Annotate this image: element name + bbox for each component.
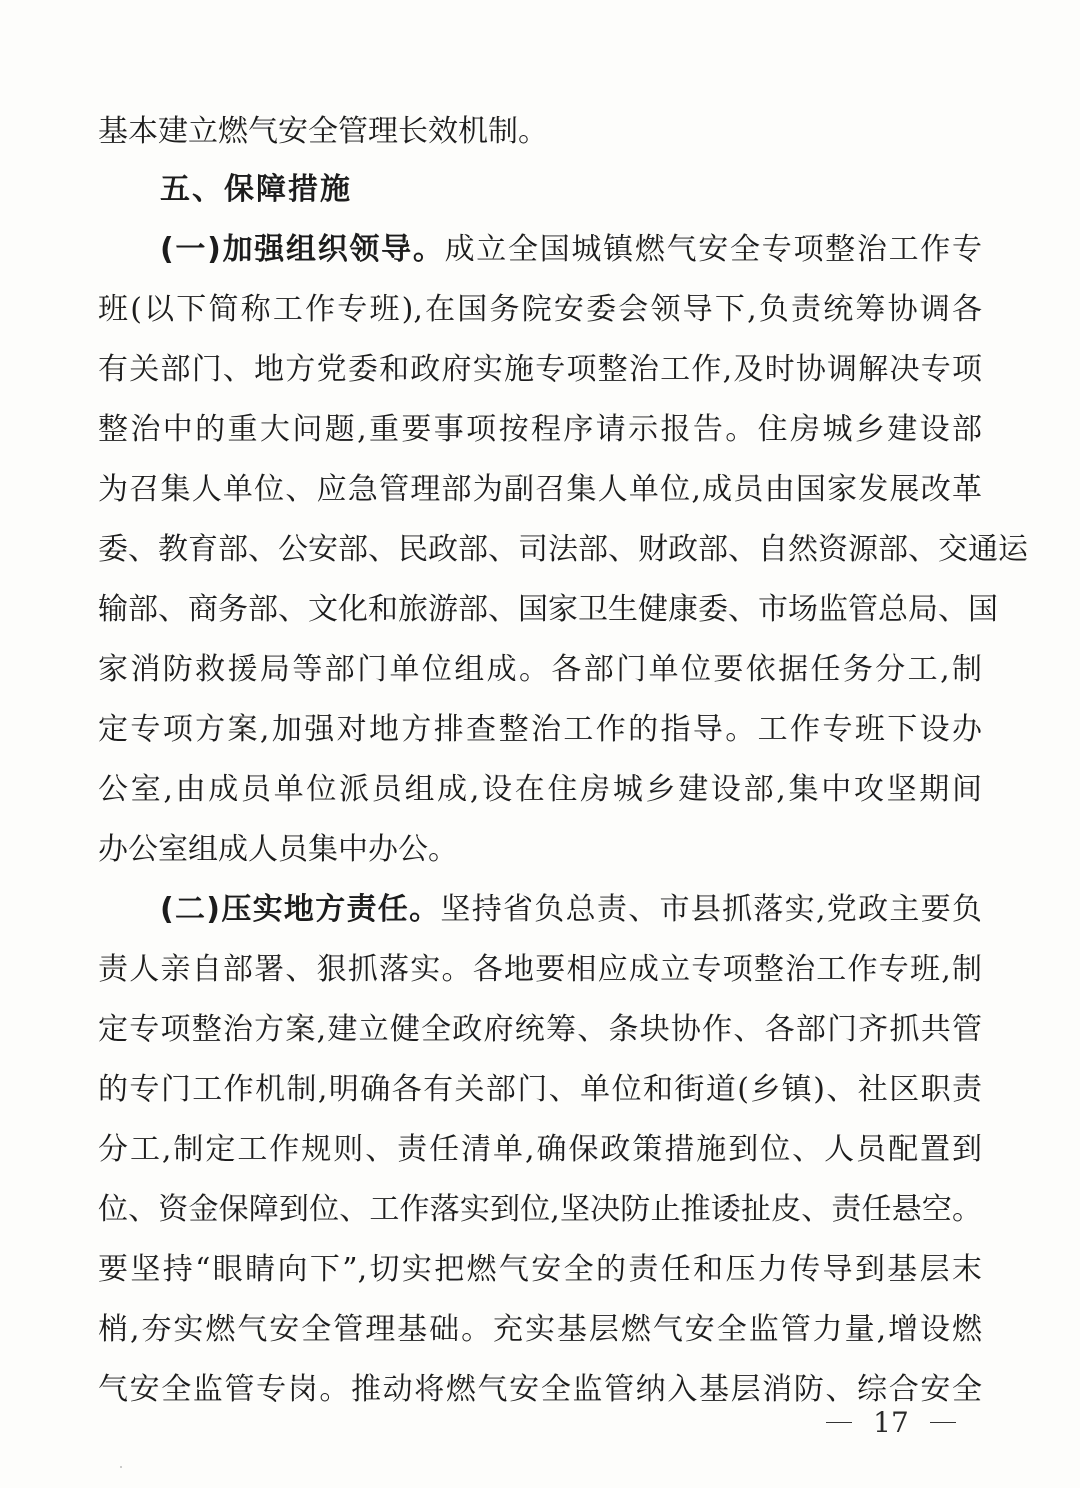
paragraph-2-first-line <box>160 890 982 930</box>
body-line: 输部、商务部、文化和旅游部、国家卫生健康委、市场监管总局、国 <box>98 592 998 627</box>
body-line: 有关部门、地方党委和政府实施专项整治工作,及时协调解决专项 <box>98 352 982 387</box>
footer-dash-right <box>930 1422 956 1423</box>
body-line: 家消防救援局等部门单位组成。各部门单位要依据任务分工,制 <box>98 652 982 687</box>
section-heading: 五、保障措施 <box>160 172 352 207</box>
paragraph-1-first-line <box>160 230 982 270</box>
body-line: 责人亲自部署、狠抓落实。各地要相应成立专项整治工作专班,制 <box>98 952 982 987</box>
page-number-footer <box>826 1402 956 1442</box>
body-line: 的专门工作机制,明确各有关部门、单位和街道(乡镇)、社区职责 <box>98 1072 982 1107</box>
body-line: 定专项整治方案,建立健全政府统筹、条块协作、各部门齐抓共管 <box>98 1012 982 1047</box>
body-line: 气安全监管专岗。推动将燃气安全监管纳入基层消防、综合安全 <box>98 1372 982 1407</box>
body-line: 办公室组成人员集中办公。 <box>98 832 458 867</box>
footer-dash-left <box>826 1422 852 1423</box>
paragraph-2-first-line-text: 坚持省负总责、市县抓落实,党政主要负 <box>440 892 982 927</box>
body-line-1: 基本建立燃气安全管理长效机制。 <box>98 114 548 149</box>
body-line: 位、资金保障到位、工作落实到位,坚决防止推诿扯皮、责任悬空。 <box>98 1192 982 1227</box>
body-line: 为召集人单位、应急管理部为副召集人单位,成员由国家发展改革 <box>98 472 982 507</box>
page-number: 17 <box>873 1405 909 1439</box>
body-line: 班(以下简称工作专班),在国务院安委会领导下,负责统筹协调各 <box>98 292 982 327</box>
body-line: 定专项方案,加强对地方排查整治工作的指导。工作专班下设办 <box>98 712 982 747</box>
paragraph-1-first-line-text: 成立全国城镇燃气安全专项整治工作专 <box>444 232 983 267</box>
body-line: 公室,由成员单位派员组成,设在住房城乡建设部,集中攻坚期间 <box>98 772 982 807</box>
body-line: 分工,制定工作规则、责任清单,确保政策措施到位、人员配置到 <box>98 1132 982 1167</box>
body-line: 整治中的重大问题,重要事项按程序请示报告。住房城乡建设部 <box>98 412 982 447</box>
subheading-2: (二)压实地方责任。 <box>160 892 441 927</box>
body-line: 委、教育部、公安部、民政部、司法部、财政部、自然资源部、交通运 <box>98 532 1028 567</box>
body-line: 要坚持“眼睛向下”,切实把燃气安全的责任和压力传导到基层末 <box>98 1252 982 1287</box>
subheading-1: (一)加强组织领导。 <box>160 232 445 267</box>
body-line: 梢,夯实燃气安全管理基础。充实基层燃气安全监管力量,增设燃 <box>98 1312 982 1347</box>
scan-speck <box>120 1466 122 1468</box>
